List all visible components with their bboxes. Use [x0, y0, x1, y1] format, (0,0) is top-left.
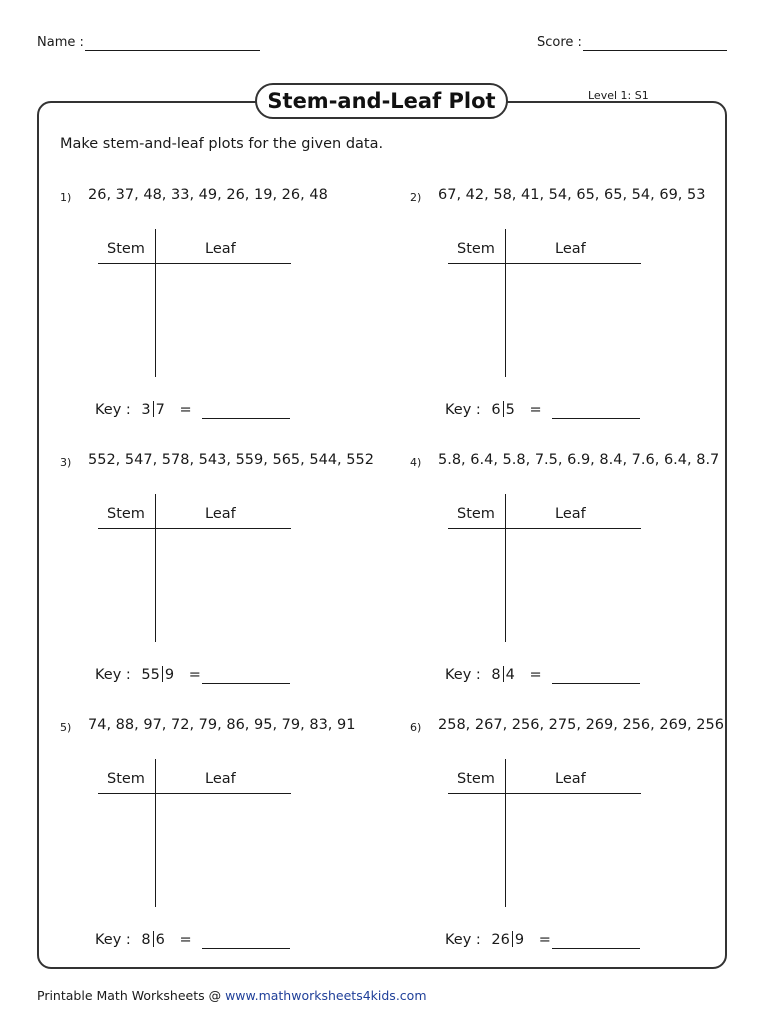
- problem-data: 74, 88, 97, 72, 79, 86, 95, 79, 83, 91: [88, 717, 356, 733]
- problem-number: 6): [410, 721, 422, 734]
- key-leaf: 5: [505, 402, 515, 418]
- equals-sign: =: [179, 402, 192, 418]
- footer: [37, 988, 427, 1003]
- leaf-header: Leaf: [555, 771, 586, 787]
- name-label: Name :: [37, 35, 84, 50]
- problem-2: [410, 187, 750, 437]
- equals-sign: =: [179, 932, 192, 948]
- equals-sign: =: [529, 667, 542, 683]
- stem-header: Stem: [457, 771, 495, 787]
- level-label: Level 1: S1: [588, 89, 649, 102]
- plot-divider-line: [505, 494, 506, 642]
- key-label: Key :: [95, 667, 131, 683]
- key-stem: 55: [141, 667, 160, 683]
- stem-header: Stem: [457, 241, 495, 257]
- answer-line[interactable]: [202, 418, 290, 419]
- plot-divider-line: [505, 229, 506, 377]
- leaf-header: Leaf: [555, 241, 586, 257]
- score-field[interactable]: [537, 35, 582, 50]
- key-label: Key :: [445, 402, 481, 418]
- problem-6: [410, 717, 750, 967]
- instructions: Make stem-and-leaf plots for the given data.: [60, 136, 384, 152]
- plot-divider-line: [155, 494, 156, 642]
- leaf-header: Leaf: [555, 506, 586, 522]
- key-stem: 26: [491, 932, 510, 948]
- answer-line[interactable]: [552, 683, 640, 684]
- problem-data: 258, 267, 256, 275, 269, 256, 269, 256: [438, 717, 724, 733]
- stem-header: Stem: [457, 506, 495, 522]
- worksheet-title: Stem-and-Leaf Plot: [255, 83, 508, 119]
- plot-divider-line: [155, 229, 156, 377]
- key-leaf: 6: [155, 932, 165, 948]
- key-leaf: 7: [155, 402, 165, 418]
- key-bar: [512, 931, 513, 947]
- problem-number: 3): [60, 456, 72, 469]
- key-leaf: 9: [164, 667, 175, 683]
- key-bar: [153, 931, 154, 947]
- plot-header-line: [98, 528, 291, 529]
- leaf-header: Leaf: [205, 771, 236, 787]
- key-stem: 8: [141, 932, 151, 948]
- name-field[interactable]: [37, 35, 84, 50]
- equals-sign: =: [538, 932, 551, 948]
- problem-number: 2): [410, 191, 422, 204]
- problem-number: 1): [60, 191, 72, 204]
- equals-sign: =: [188, 667, 201, 683]
- key-bar: [503, 666, 504, 682]
- answer-line[interactable]: [552, 418, 640, 419]
- equals-sign: =: [529, 402, 542, 418]
- stem-header: Stem: [107, 506, 145, 522]
- key-row: [445, 401, 542, 418]
- leaf-header: Leaf: [205, 241, 236, 257]
- key-bar: [503, 401, 504, 417]
- problem-data: 552, 547, 578, 543, 559, 565, 544, 552: [88, 452, 374, 468]
- plot-divider-line: [155, 759, 156, 907]
- problem-data: 26, 37, 48, 33, 49, 26, 19, 26, 48: [88, 187, 328, 203]
- answer-line[interactable]: [202, 948, 290, 949]
- key-leaf: 4: [505, 667, 515, 683]
- plot-divider-line: [505, 759, 506, 907]
- plot-header-line: [98, 263, 291, 264]
- footer-label: Printable Math Worksheets @: [37, 988, 222, 1003]
- key-stem: 3: [141, 402, 151, 418]
- name-input-line[interactable]: [85, 50, 260, 51]
- answer-line[interactable]: [552, 948, 640, 949]
- key-row: [445, 666, 542, 683]
- key-label: Key :: [95, 402, 131, 418]
- stem-header: Stem: [107, 771, 145, 787]
- problem-data: 5.8, 6.4, 5.8, 7.5, 6.9, 8.4, 7.6, 6.4, 8.7: [438, 452, 720, 468]
- key-stem: 8: [491, 667, 501, 683]
- key-row: [95, 666, 201, 683]
- footer-site-link[interactable]: www.mathworksheets4kids.com: [225, 988, 427, 1003]
- leaf-header: Leaf: [205, 506, 236, 522]
- problem-1: [60, 187, 400, 437]
- key-row: [95, 401, 192, 418]
- problem-data: 67, 42, 58, 41, 54, 65, 65, 54, 69, 53: [438, 187, 706, 203]
- key-leaf: 9: [514, 932, 525, 948]
- key-bar: [153, 401, 154, 417]
- problem-number: 5): [60, 721, 72, 734]
- key-row: [95, 931, 192, 948]
- key-label: Key :: [445, 932, 481, 948]
- problem-4: [410, 452, 750, 702]
- score-input-line[interactable]: [583, 50, 727, 51]
- key-stem: 6: [491, 402, 501, 418]
- plot-header-line: [448, 263, 641, 264]
- score-label: Score :: [537, 35, 582, 50]
- plot-header-line: [448, 528, 641, 529]
- key-label: Key :: [445, 667, 481, 683]
- plot-header-line: [448, 793, 641, 794]
- problem-number: 4): [410, 456, 422, 469]
- problem-5: [60, 717, 400, 967]
- key-row: [445, 931, 551, 948]
- key-label: Key :: [95, 932, 131, 948]
- key-bar: [162, 666, 163, 682]
- answer-line[interactable]: [202, 683, 290, 684]
- stem-header: Stem: [107, 241, 145, 257]
- plot-header-line: [98, 793, 291, 794]
- problem-3: [60, 452, 400, 702]
